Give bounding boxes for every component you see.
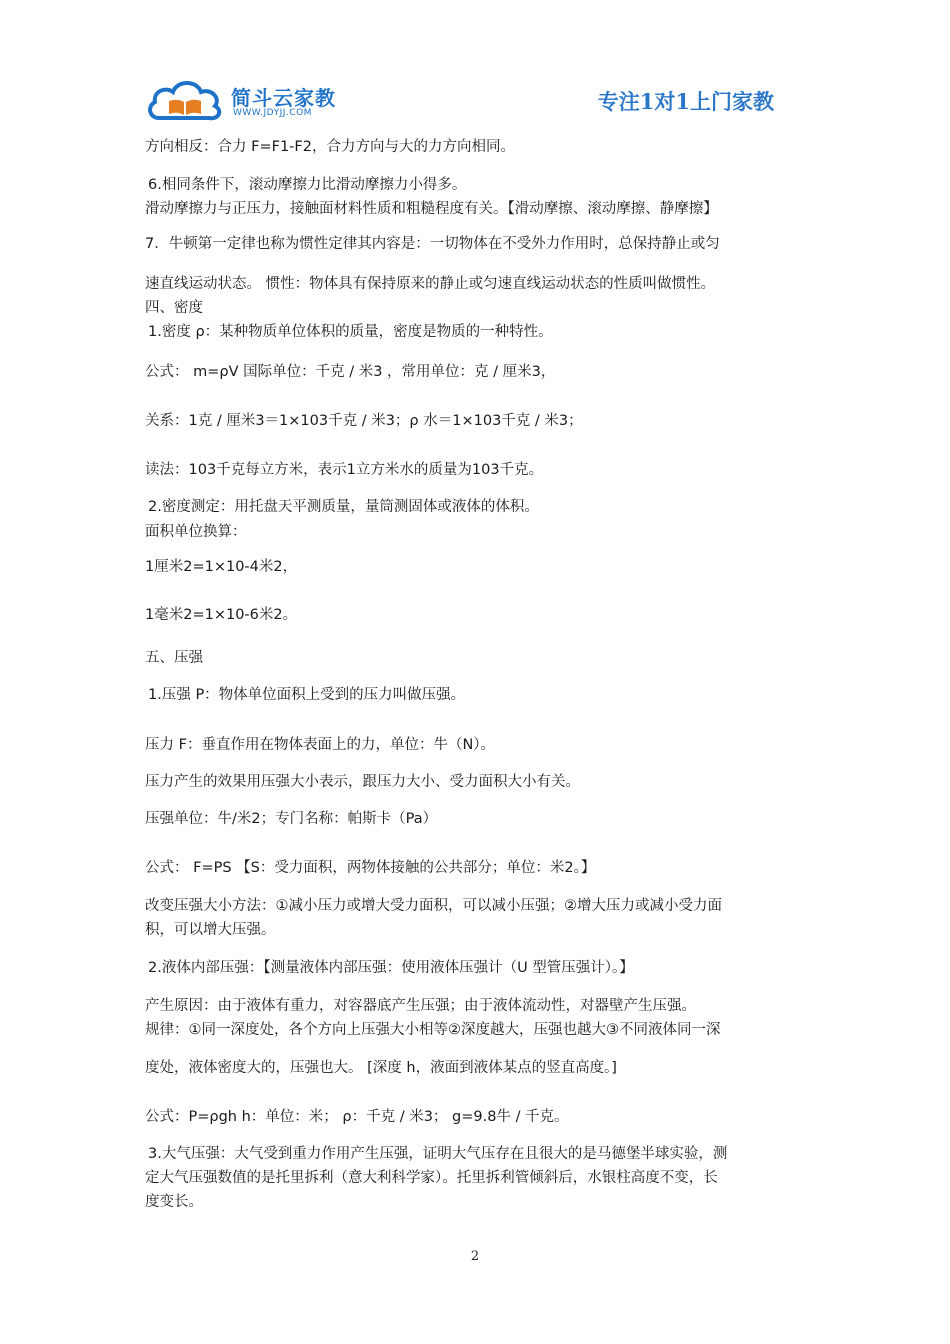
text-line: 产生原因：由于液体有重力，对容器底产生压强；由于液体流动性，对器壁产生压强。 xyxy=(145,998,696,1014)
formula-line: 1毫米2=1×10-6米2。 xyxy=(145,607,298,623)
text-line: 改变压强大小方法：①减小压力或增大受力面积，可以减小压强；②增大压力或减小受力面 xyxy=(145,898,722,914)
text-line: 滑动摩擦力与正压力，接触面材料性质和粗糙程度有关。【滑动摩擦、滚动摩擦、静摩擦】 xyxy=(145,201,718,217)
text-line: 度变长。 xyxy=(145,1194,203,1210)
text-line: 读法：103千克每立方米，表示1立方米水的质量为103千克。 xyxy=(145,462,544,478)
page-header xyxy=(145,72,810,132)
text-line: 压力 F：垂直作用在物体表面上的力，单位：牛（N）。 xyxy=(145,737,496,753)
page-number: 2 xyxy=(470,1249,480,1264)
text-line: 2.密度测定：用托盘天平测质量，量筒测固体或液体的体积。 xyxy=(148,499,539,515)
header-slogan: 专注1对1上门家教 xyxy=(597,89,774,114)
formula-line: 公式： m=ρV 国际单位：千克 / 米3 ，常用单位：克 / 厘米3， xyxy=(145,364,556,380)
text-line: 6.相同条件下，滚动摩擦力比滑动摩擦力小得多。 xyxy=(148,177,467,193)
brand-logo xyxy=(145,72,385,132)
text-line: 2.液体内部压强：【测量液体内部压强：使用液体压强计（U 型管压强计）。】 xyxy=(148,960,634,976)
text-line: 压强单位：牛/米2；专门名称：帕斯卡（Pa） xyxy=(145,811,438,827)
formula-line: 关系：1克 / 厘米3＝1×103千克 / 米3；ρ 水＝1×103千克 / 米3； xyxy=(145,413,583,429)
text-line: 定大气压强数值的是托里拆利（意大利科学家）。托里拆利管倾斜后，水银柱高度不变，长 xyxy=(145,1170,718,1186)
section-heading: 五、压强 xyxy=(145,650,203,666)
text-line: 度处，液体密度大的，压强也大。 [深度 h，液面到液体某点的竖直高度。] xyxy=(145,1060,617,1076)
cloud-book-icon xyxy=(145,74,225,124)
section-heading: 四、密度 xyxy=(145,300,203,316)
text-line: 7．牛顿第一定律也称为惯性定律其内容是：一切物体在不受外力作用时，总保持静止或匀 xyxy=(145,236,720,252)
text-line: 压力产生的效果用压强大小表示，跟压力大小、受力面积大小有关。 xyxy=(145,774,580,790)
text-line: 3.大气压强：大气受到重力作用产生压强，证明大气压存在且很大的是马德堡半球实验，测 xyxy=(148,1146,728,1162)
logo-url: WWW.JDYJJ.COM xyxy=(233,108,312,118)
text-line: 1.密度 ρ：某种物质单位体积的质量，密度是物质的一种特性。 xyxy=(148,324,553,340)
text-line: 1.压强 P：物体单位面积上受到的压力叫做压强。 xyxy=(148,687,466,703)
text-line: 速直线运动状态。 惯性：物体具有保持原来的静止或匀速直线运动状态的性质叫做惯性。 xyxy=(145,276,716,292)
text-line: 面积单位换算： xyxy=(145,524,247,540)
logo-name: 简斗云家教 xyxy=(231,86,336,110)
text-line: 方向相反：合力 F=F1-F2，合力方向与大的力方向相同。 xyxy=(145,139,515,155)
formula-line: 公式： F=PS 【S：受力面积，两物体接触的公共部分；单位：米2。】 xyxy=(145,860,596,876)
text-line: 积，可以增大压强。 xyxy=(145,922,276,938)
formula-line: 公式：P=ρgh h：单位：米； ρ：千克 / 米3； g=9.8牛 / 千克。 xyxy=(145,1109,569,1125)
formula-line: 1厘米2=1×10-4米2， xyxy=(145,559,298,575)
text-line: 规律：①同一深度处，各个方向上压强大小相等②深度越大，压强也越大③不同液体同一深 xyxy=(145,1022,721,1038)
